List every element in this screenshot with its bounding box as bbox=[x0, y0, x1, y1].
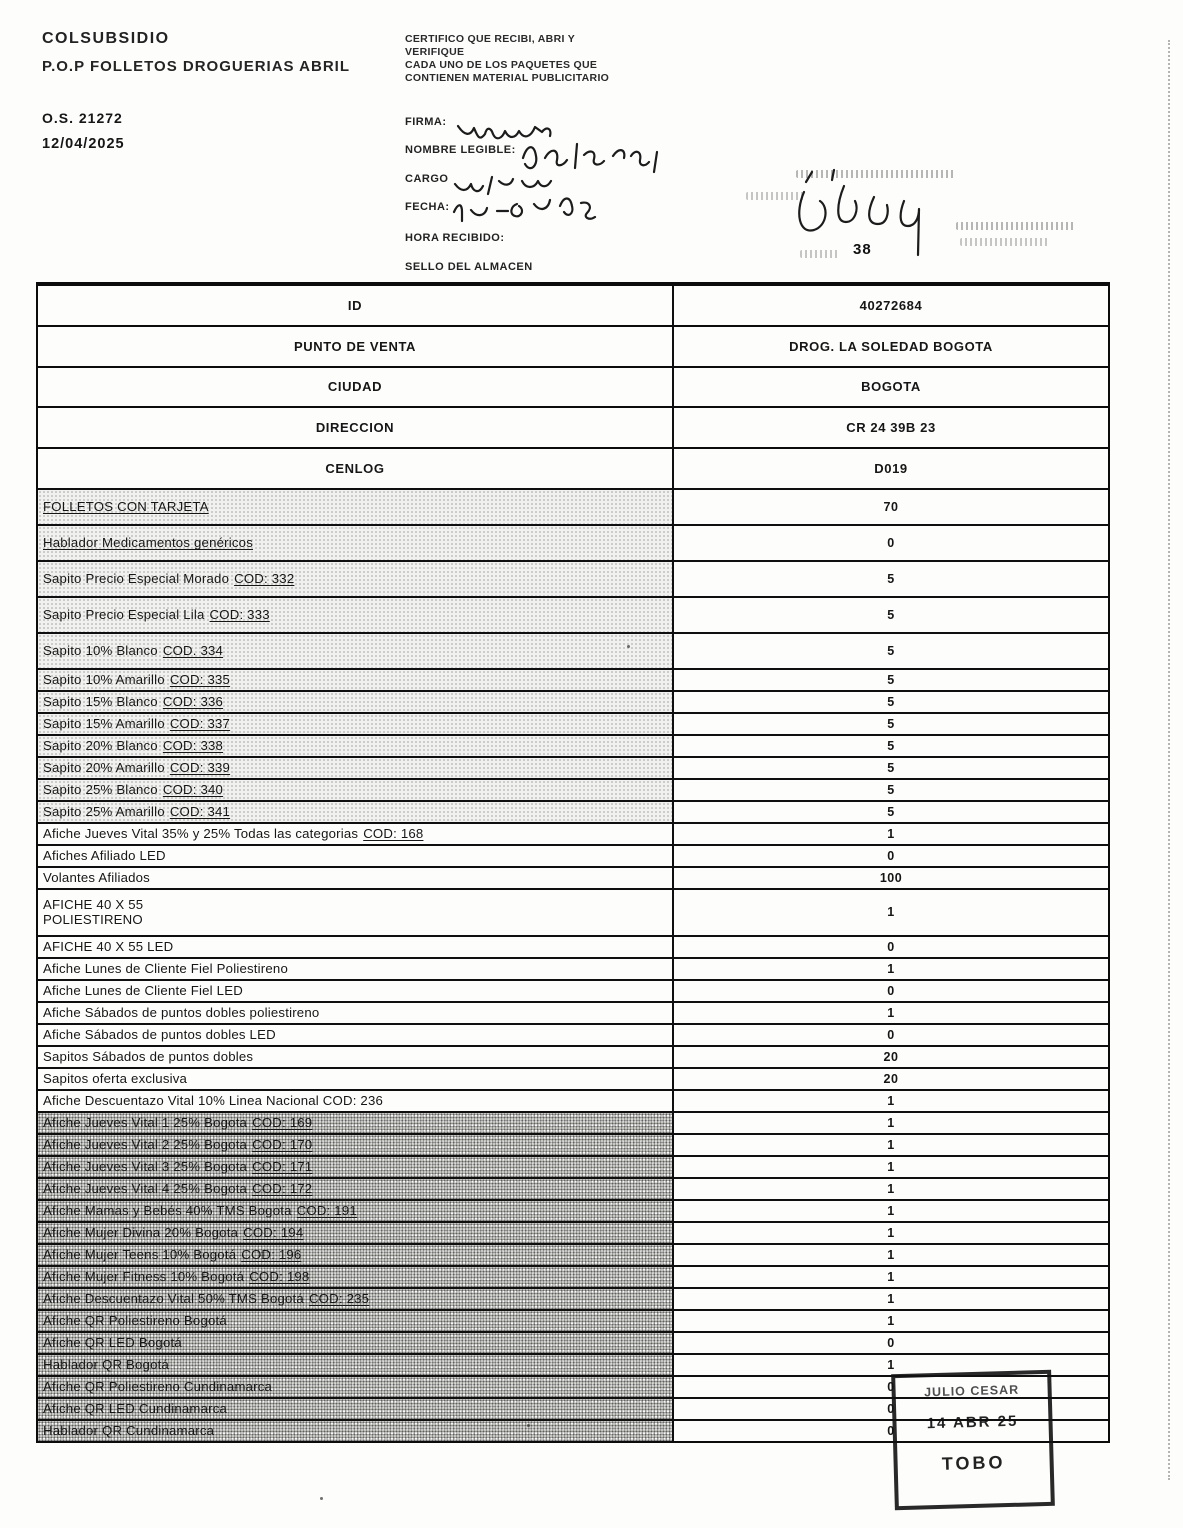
item-row bbox=[38, 524, 1108, 560]
item-name: Afiche QR Poliestireno Bogotá bbox=[43, 1313, 227, 1329]
item-name-cell bbox=[38, 1091, 674, 1111]
item-row bbox=[38, 1221, 1108, 1243]
item-qty-cell: 5 bbox=[887, 716, 895, 731]
faint-stamp-text bbox=[746, 192, 806, 200]
item-code: COD: 338 bbox=[162, 738, 224, 754]
item-qty-cell: 5 bbox=[887, 782, 895, 797]
item-name-cell bbox=[38, 937, 674, 957]
info-label-cell bbox=[38, 408, 674, 447]
item-row bbox=[38, 1089, 1108, 1111]
document-title: P.O.P FOLLETOS DROGUERIAS ABRIL bbox=[42, 58, 350, 75]
item-code: COD: 198 bbox=[249, 1269, 310, 1285]
item-row bbox=[38, 778, 1108, 800]
item-name-cell bbox=[38, 634, 674, 668]
item-name-cell bbox=[38, 1355, 674, 1375]
item-name: Afiche Mamas y Bebés 40% TMS Bogota bbox=[43, 1203, 292, 1219]
item-qty-cell: 5 bbox=[887, 760, 895, 775]
item-qty-cell: 5 bbox=[887, 694, 895, 709]
item-row bbox=[38, 1001, 1108, 1023]
item-qty-cell: 1 bbox=[887, 961, 895, 976]
item-row bbox=[38, 1155, 1108, 1177]
item-name-cell bbox=[38, 714, 674, 734]
item-code: COD: 191 bbox=[296, 1203, 357, 1219]
item-code: COD: 337 bbox=[169, 716, 231, 732]
item-name: Afiche QR LED Bogotá bbox=[43, 1335, 182, 1351]
item-name: Hablador QR Bogotá bbox=[43, 1357, 170, 1373]
item-qty-cell: 5 bbox=[887, 571, 895, 586]
info-label-cell bbox=[38, 368, 674, 407]
item-name-cell bbox=[38, 1421, 674, 1441]
item-name-cell bbox=[38, 526, 674, 560]
item-row bbox=[38, 866, 1108, 888]
faint-stamp-text bbox=[960, 238, 1050, 246]
info-row bbox=[38, 406, 1108, 447]
firma-signature bbox=[458, 126, 550, 138]
item-name: Afiche QR LED Cundinamarca bbox=[43, 1401, 228, 1417]
info-row bbox=[38, 447, 1108, 488]
item-qty-cell: 1 bbox=[887, 1313, 895, 1328]
item-name-cell bbox=[38, 758, 674, 778]
item-qty-cell: 1 bbox=[887, 1269, 895, 1284]
item-qty-cell: 1 bbox=[887, 1357, 895, 1372]
item-qty-cell: 0 bbox=[887, 939, 895, 954]
item-row bbox=[38, 1067, 1108, 1089]
scan-dot-artifact bbox=[627, 645, 630, 648]
item-code: COD: 339 bbox=[169, 760, 231, 776]
item-qty-cell: 1 bbox=[887, 1291, 895, 1306]
item-code: COD: 332 bbox=[234, 571, 295, 587]
item-row bbox=[38, 800, 1108, 822]
item-row bbox=[38, 979, 1108, 1001]
nombre-legible-label: NOMBRE LEGIBLE: bbox=[405, 144, 516, 156]
item-name: Afiche QR Poliestireno Cundinamarca bbox=[43, 1379, 273, 1395]
hora-recibido-label: HORA RECIBIDO: bbox=[405, 232, 505, 244]
item-name: AFICHE 40 X 55 bbox=[43, 897, 144, 913]
item-name: Afiche Jueves Vital 4 25% Bogota bbox=[43, 1181, 248, 1197]
item-row bbox=[38, 488, 1108, 524]
item-qty-cell: 1 bbox=[887, 1115, 895, 1130]
item-code: COD: 194 bbox=[243, 1225, 304, 1241]
received-count-number: 38 bbox=[853, 241, 872, 258]
info-row bbox=[38, 325, 1108, 366]
item-qty-cell: 0 bbox=[887, 535, 895, 550]
item-code: COD. 334 bbox=[162, 643, 224, 659]
item-name-cell bbox=[38, 1003, 674, 1023]
item-row bbox=[38, 1309, 1108, 1331]
item-name-cell bbox=[38, 490, 674, 524]
item-name-cell bbox=[38, 1267, 674, 1287]
info-label: CENLOG bbox=[325, 461, 385, 477]
item-name: Sapito Precio Especial Lila bbox=[43, 607, 205, 623]
item-name: Afiche Mujer Teens 10% Bogotá bbox=[43, 1247, 237, 1263]
delivery-table bbox=[36, 282, 1110, 1443]
certification-line: CONTIENEN MATERIAL PUBLICITARIO bbox=[405, 72, 610, 84]
fecha-handwriting bbox=[454, 199, 595, 222]
info-label: CIUDAD bbox=[327, 379, 383, 395]
item-name: Sapito 15% Blanco bbox=[43, 694, 158, 710]
item-row bbox=[38, 1177, 1108, 1199]
info-value-cell: D019 bbox=[874, 461, 908, 477]
item-name: Sapito 10% Amarillo bbox=[43, 672, 165, 688]
item-name: Sapitos Sábados de puntos dobles bbox=[43, 1049, 254, 1065]
item-name-cell bbox=[38, 1069, 674, 1089]
item-name-cell bbox=[38, 1311, 674, 1331]
item-code: COD: 196 bbox=[241, 1247, 302, 1263]
item-row bbox=[38, 560, 1108, 596]
item-row bbox=[38, 1133, 1108, 1155]
item-name: Hablador QR Cundinamarca bbox=[43, 1423, 215, 1439]
info-label: DIRECCION bbox=[315, 420, 395, 436]
certification-line: CERTIFICO QUE RECIBI, ABRI Y bbox=[405, 33, 575, 45]
certification-text bbox=[405, 33, 675, 85]
item-row bbox=[38, 1023, 1108, 1045]
item-row bbox=[38, 1331, 1108, 1353]
stamp-name-line: JULIO CESAR bbox=[923, 1382, 1020, 1400]
item-row bbox=[38, 690, 1108, 712]
item-name-cell bbox=[38, 890, 674, 935]
item-code: COD: 172 bbox=[252, 1181, 313, 1197]
item-name: AFICHE 40 X 55 LED bbox=[43, 939, 174, 955]
faint-stamp-text bbox=[956, 222, 1076, 230]
faint-stamp-text bbox=[800, 250, 840, 258]
item-qty-cell: 1 bbox=[887, 1225, 895, 1240]
item-name-cell bbox=[38, 1289, 674, 1309]
item-name: Sapito 20% Blanco bbox=[43, 738, 158, 754]
order-number: O.S. 21272 bbox=[42, 110, 123, 126]
item-name: Afiche Descuentazo Vital 50% TMS Bogotá bbox=[43, 1291, 304, 1307]
item-name: Hablador Medicamentos genéricos bbox=[43, 535, 253, 551]
item-row bbox=[38, 844, 1108, 866]
item-name: Afiche Jueves Vital 35% y 25% Todas las categorias bbox=[43, 826, 359, 842]
item-qty-cell: 0 bbox=[887, 1027, 895, 1042]
company-name: COLSUBSIDIO bbox=[42, 30, 170, 47]
faint-stamp-text bbox=[796, 170, 956, 178]
item-row bbox=[38, 1265, 1108, 1287]
item-code: COD: 168 bbox=[363, 826, 424, 842]
item-name-cell bbox=[38, 598, 674, 632]
info-value-cell: CR 24 39B 23 bbox=[846, 420, 936, 436]
item-name-cell bbox=[38, 1179, 674, 1199]
item-qty-cell: 1 bbox=[887, 905, 895, 920]
item-name: Afiche Jueves Vital 3 25% Bogota bbox=[43, 1159, 248, 1175]
scan-dot-artifact bbox=[527, 1424, 530, 1427]
item-qty-cell: 5 bbox=[887, 804, 895, 819]
item-qty-cell: 1 bbox=[887, 1137, 895, 1152]
item-qty-cell: 1 bbox=[887, 1181, 895, 1196]
info-value-cell: DROG. LA SOLEDAD BOGOTA bbox=[789, 338, 993, 354]
item-name: Afiche Jueves Vital 1 25% Bogota bbox=[43, 1115, 248, 1131]
item-name: FOLLETOS CON TARJETA bbox=[43, 499, 209, 515]
item-code: COD: 336 bbox=[162, 694, 224, 710]
item-name: Afiche Lunes de Cliente Fiel Poliestireno bbox=[43, 961, 288, 977]
item-name: Sapito 10% Blanco bbox=[43, 643, 158, 659]
item-name: Afiche Lunes de Cliente Fiel LED bbox=[43, 983, 243, 999]
info-label-cell bbox=[38, 327, 674, 366]
info-label: PUNTO DE VENTA bbox=[293, 338, 417, 354]
item-qty-cell: 20 bbox=[883, 1071, 899, 1086]
item-name: Sapito 25% Blanco bbox=[43, 782, 158, 798]
firma-label: FIRMA: bbox=[405, 116, 447, 128]
item-row bbox=[38, 957, 1108, 979]
item-code: COD: 235 bbox=[308, 1291, 370, 1307]
item-name-cell bbox=[38, 1399, 674, 1419]
item-name: Sapito 15% Amarillo bbox=[43, 716, 165, 732]
item-name: Afiche Sábados de puntos dobles poliestireno bbox=[43, 1005, 320, 1021]
item-row bbox=[38, 712, 1108, 734]
sello-almacen-label: SELLO DEL ALMACEN bbox=[405, 261, 533, 273]
item-row bbox=[38, 734, 1108, 756]
item-qty-cell: 5 bbox=[887, 643, 895, 658]
info-value-cell: BOGOTA bbox=[861, 379, 921, 395]
item-name: Volantes Afiliados bbox=[43, 870, 150, 886]
certification-line: CADA UNO DE LOS PAQUETES QUE bbox=[405, 59, 598, 71]
item-qty-cell: 5 bbox=[887, 738, 895, 753]
item-name-cell bbox=[38, 981, 674, 1001]
item-name-cell bbox=[38, 692, 674, 712]
item-qty-cell: 1 bbox=[887, 1093, 895, 1108]
item-qty-cell: 100 bbox=[879, 870, 903, 885]
item-row bbox=[38, 632, 1108, 668]
item-name-cell bbox=[38, 1047, 674, 1067]
nombre-handwriting bbox=[523, 144, 657, 172]
item-qty-cell: 5 bbox=[887, 607, 895, 622]
item-row bbox=[38, 668, 1108, 690]
scan-dot-artifact bbox=[320, 1497, 323, 1500]
item-qty-cell: 0 bbox=[887, 1335, 895, 1350]
stamp-code-line: TOBO bbox=[941, 1452, 1006, 1474]
item-name: Afiche Sábados de puntos dobles LED bbox=[43, 1027, 276, 1043]
certification-line: VERIFIQUE bbox=[405, 46, 465, 58]
item-name: Sapito Precio Especial Morado bbox=[43, 571, 230, 587]
item-name-cell bbox=[38, 959, 674, 979]
item-qty-cell: 1 bbox=[887, 1247, 895, 1262]
item-name: Afiches Afiliado LED bbox=[43, 848, 166, 864]
warehouse-date-stamp bbox=[891, 1370, 1055, 1510]
item-qty-cell: 0 bbox=[887, 848, 895, 863]
item-row bbox=[38, 1199, 1108, 1221]
item-name: Afiche Descuentazo Vital 10% Linea Nacional COD: 236 bbox=[43, 1093, 384, 1109]
items-table-section bbox=[38, 488, 1108, 1441]
item-code: COD: 169 bbox=[252, 1115, 313, 1131]
item-qty-cell: 0 bbox=[887, 1379, 895, 1394]
item-name-cell bbox=[38, 780, 674, 800]
item-name-cell bbox=[38, 802, 674, 822]
item-name-cell bbox=[38, 670, 674, 690]
item-row bbox=[38, 756, 1108, 778]
info-label-cell bbox=[38, 449, 674, 488]
item-row bbox=[38, 1243, 1108, 1265]
item-name: Sapitos oferta exclusiva bbox=[43, 1071, 188, 1087]
item-name-cell bbox=[38, 1157, 674, 1177]
item-code: COD: 341 bbox=[169, 804, 231, 820]
item-row bbox=[38, 1111, 1108, 1133]
item-qty-cell: 0 bbox=[887, 1423, 895, 1438]
item-name-cell bbox=[38, 1113, 674, 1133]
item-qty-cell: 5 bbox=[887, 672, 895, 687]
info-row bbox=[38, 366, 1108, 407]
item-name: Sapito 20% Amarillo bbox=[43, 760, 165, 776]
info-label: ID bbox=[347, 297, 363, 313]
item-code: COD: 170 bbox=[252, 1137, 313, 1153]
item-name-line2: POLIESTIRENO bbox=[43, 912, 143, 928]
item-row bbox=[38, 596, 1108, 632]
item-row bbox=[38, 935, 1108, 957]
info-label-cell bbox=[38, 286, 674, 325]
cargo-label: CARGO bbox=[405, 173, 449, 185]
item-name-cell bbox=[38, 562, 674, 596]
item-name-cell bbox=[38, 1333, 674, 1353]
item-qty-cell: 0 bbox=[887, 983, 895, 998]
item-name-cell bbox=[38, 1135, 674, 1155]
item-name-cell bbox=[38, 1025, 674, 1045]
item-name: Afiche Mujer Divina 20% Bogota bbox=[43, 1225, 239, 1241]
item-code: COD: 171 bbox=[252, 1159, 313, 1175]
item-name: Afiche Mujer Fitness 10% Bogotá bbox=[43, 1269, 245, 1285]
item-name-cell bbox=[38, 868, 674, 888]
stamp-date-line: 14 ABR 25 bbox=[926, 1412, 1019, 1433]
item-row bbox=[38, 1045, 1108, 1067]
item-qty-cell: 1 bbox=[887, 1203, 895, 1218]
item-row bbox=[38, 822, 1108, 844]
item-name-cell bbox=[38, 1223, 674, 1243]
item-qty-cell: 0 bbox=[887, 1401, 895, 1416]
info-row bbox=[38, 284, 1108, 325]
info-value-cell: 40272684 bbox=[859, 297, 923, 313]
item-name: Afiche Jueves Vital 2 25% Bogota bbox=[43, 1137, 248, 1153]
item-name-cell bbox=[38, 846, 674, 866]
item-qty-cell: 20 bbox=[883, 1049, 899, 1064]
item-qty-cell: 1 bbox=[887, 1159, 895, 1174]
document-date: 12/04/2025 bbox=[42, 136, 125, 152]
cargo-handwriting bbox=[455, 177, 551, 194]
item-code: COD: 340 bbox=[162, 782, 224, 798]
item-row bbox=[38, 1287, 1108, 1309]
item-code: COD: 335 bbox=[169, 672, 231, 688]
item-qty-cell: 1 bbox=[887, 826, 895, 841]
item-name-cell bbox=[38, 1201, 674, 1221]
scan-edge-artifact bbox=[1168, 40, 1170, 1480]
info-table-section bbox=[38, 284, 1108, 488]
item-row bbox=[38, 888, 1108, 935]
item-name-cell bbox=[38, 1377, 674, 1397]
item-name-cell bbox=[38, 1245, 674, 1265]
item-code: COD: 333 bbox=[209, 607, 270, 623]
item-qty-cell: 1 bbox=[887, 1005, 895, 1020]
item-name: Sapito 25% Amarillo bbox=[43, 804, 165, 820]
item-name-cell bbox=[38, 824, 674, 844]
item-name-cell bbox=[38, 736, 674, 756]
item-qty-cell: 70 bbox=[883, 499, 899, 514]
fecha-label: FECHA: bbox=[405, 201, 450, 213]
